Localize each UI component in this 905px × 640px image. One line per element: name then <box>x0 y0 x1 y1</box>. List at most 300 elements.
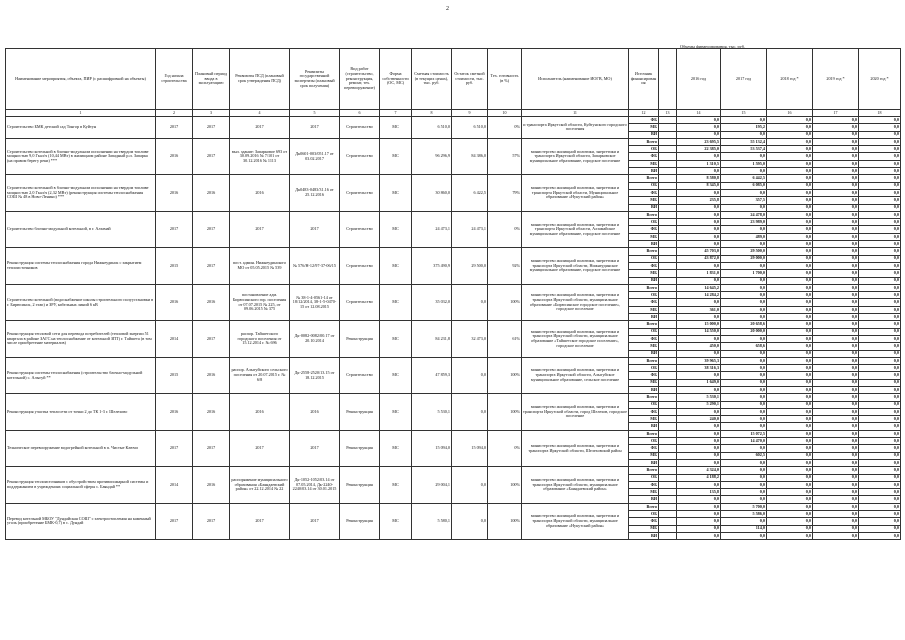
funding-amount-cell: 0,0 <box>813 408 859 415</box>
funding-amount-cell: 0,0 <box>721 423 767 430</box>
blank-cell <box>659 226 677 233</box>
column-number: 8 <box>412 110 452 117</box>
work-type-cell: Реконструкция <box>340 503 380 539</box>
funding-amount-cell: 0,0 <box>859 292 901 299</box>
funding-source-cell: ФБ <box>629 335 659 342</box>
funding-amount-cell: 0,0 <box>767 467 813 474</box>
funding-amount-cell: 0,0 <box>677 518 721 525</box>
cost-balance-cell: 32 473,0 <box>452 321 488 357</box>
funding-source-cell: Всего <box>629 211 659 218</box>
funding-amount-cell: 0,0 <box>721 445 767 452</box>
funding-amount-cell: 0,0 <box>859 124 901 131</box>
funding-amount-cell: 0,0 <box>767 314 813 321</box>
funding-amount-cell: 0,0 <box>767 197 813 204</box>
blank-cell <box>659 168 677 175</box>
funding-amount-cell: 0,0 <box>813 489 859 496</box>
start-year-cell: 2016 <box>156 284 193 320</box>
readiness-cell: 100% <box>488 394 522 430</box>
funding-source-cell: МБ <box>629 270 659 277</box>
funding-amount-cell: 114,0 <box>721 525 767 532</box>
funding-amount-cell: 0,0 <box>859 153 901 160</box>
funding-source-cell: МБ <box>629 489 659 496</box>
funding-amount-cell: 0,0 <box>813 357 859 364</box>
funding-source-cell: ОБ <box>629 219 659 226</box>
header-cell: 2019 год * <box>813 49 859 110</box>
funding-amount-cell: 135,8 <box>677 489 721 496</box>
expertise-cell: 2016 <box>290 394 340 430</box>
funding-amount-cell: 0,0 <box>767 168 813 175</box>
funding-amount-cell: 0,0 <box>859 189 901 196</box>
funding-source-cell: Всего <box>629 321 659 328</box>
ownership-cell: МС <box>380 430 412 466</box>
funding-amount-cell: 0,0 <box>721 408 767 415</box>
readiness-cell: 57% <box>488 138 522 174</box>
funding-amount-cell: 0,0 <box>859 219 901 226</box>
work-type-cell: Строительство <box>340 284 380 320</box>
header-cell: Тех. готовность (в %) <box>488 49 522 110</box>
commission-year-cell: 2016 <box>193 175 230 211</box>
funding-source-cell: ФБ <box>629 262 659 269</box>
estimated-cost-cell: 5 580,1 <box>412 503 452 539</box>
psd-cell: 2016 <box>230 175 290 211</box>
blank-cell <box>659 474 677 481</box>
project-name-cell: Строительство блочно-модульной котельной, в г. Алзамай <box>6 211 156 247</box>
blank-cell <box>659 328 677 335</box>
project-name-cell: Реконструкция системы теплоснабжения города Нижнеудинск с закрытием теплоисточников <box>6 248 156 284</box>
header-cell: Вид работ (строительство, реконструкция, ремонт, тех. перевооружение) <box>340 49 380 110</box>
project-name-cell: Перевод котельной МБОУ "Дундайская СОШ" с электроотопления на каменный уголь (приобретение БМК-0,7) в с. Дундай <box>6 503 156 539</box>
commission-year-cell: 2017 <box>193 117 230 139</box>
project-name-cell: Строительство котельной в блочно-модульном исполнении на твердом топливе мощностью 2,0 Гкал/ч (2,32 МВт) (реконструкция системы теплоснабжения СОШ № 48 в Ново-Ленино) *** <box>6 175 156 211</box>
funding-amount-cell: 0,0 <box>813 511 859 518</box>
funding-amount-cell: 0,0 <box>767 357 813 364</box>
funding-amount-cell: 0,0 <box>721 335 767 342</box>
estimated-cost-cell: 29 004,1 <box>412 467 452 503</box>
blank-cell <box>659 255 677 262</box>
table-row <box>6 175 901 182</box>
funding-amount-cell: 0,0 <box>767 438 813 445</box>
blank-cell <box>659 525 677 532</box>
funding-amount-cell: 0,0 <box>859 481 901 488</box>
ownership-cell: МС <box>380 284 412 320</box>
project-name-cell: Строительство котельной в блочно-модульном исполнении на твердом топливе мощностью 9,0 Гкал/ч (10,44 МВт) в жилищном районе Западный р.п. Запарка (на правом берегу реки) *** <box>6 138 156 174</box>
executor-cell: министерство жилищной политики, энергетики и транспорта Иркутской области, муниципальное образование «Тайшетское городское поселение», городское поселение <box>522 321 629 357</box>
funding-source-cell: ФБ <box>629 117 659 124</box>
funding-source-cell: ОБ <box>629 182 659 189</box>
funding-source-cell: ФБ <box>629 445 659 452</box>
blank-cell <box>659 270 677 277</box>
readiness-cell: 0% <box>488 430 522 466</box>
funding-amount-cell: 0,0 <box>859 467 901 474</box>
funding-amount-cell: 0,0 <box>859 270 901 277</box>
funding-source-cell: МБ <box>629 197 659 204</box>
readiness-cell: 100% <box>488 284 522 320</box>
column-number: 12 <box>629 110 659 117</box>
psd-cell: 2017 <box>230 503 290 539</box>
funding-amount-cell: 0,0 <box>859 226 901 233</box>
blank-cell <box>659 233 677 240</box>
funding-amount-cell: 0,0 <box>813 204 859 211</box>
executor-cell: министерство жилищной политики, энергетики и транспорта Иркутской области, Алыгуйское муниципальное образование, сельское поселение <box>522 357 629 393</box>
funding-source-cell: ВИ <box>629 496 659 503</box>
psd-cell: выл. здание: Запарковое 693 от 30.09.2016 № 7/101 от 30.12.2016 № 1113 <box>230 138 290 174</box>
blank-cell <box>659 386 677 393</box>
readiness-cell: 61% <box>488 321 522 357</box>
funding-amount-cell: 0,0 <box>813 160 859 167</box>
funding-source-cell: ФБ <box>629 299 659 306</box>
funding-amount-cell: 0,0 <box>859 204 901 211</box>
table-row <box>6 321 901 328</box>
funding-amount-cell: 0,0 <box>813 481 859 488</box>
funding-source-cell: ОБ <box>629 146 659 153</box>
funding-amount-cell: 0,0 <box>859 408 901 415</box>
column-number: 1 <box>6 110 156 117</box>
funding-amount-cell: 0,0 <box>721 168 767 175</box>
expertise-cell: Дк-0082-0082/00.17 от 20.10.2014 <box>290 321 340 357</box>
funding-source-cell: Всего <box>629 467 659 474</box>
funding-amount-cell: 0,0 <box>767 160 813 167</box>
funding-source-cell: ФБ <box>629 372 659 379</box>
funding-source-cell: ВИ <box>629 204 659 211</box>
funding-amount-cell: 0,0 <box>677 386 721 393</box>
funding-amount-cell: 0,0 <box>721 372 767 379</box>
funding-amount-cell: 0,0 <box>859 328 901 335</box>
header-cell: 2018 год * <box>767 49 813 110</box>
funding-amount-cell: 0,0 <box>813 321 859 328</box>
funding-amount-cell: 357,5 <box>721 197 767 204</box>
work-type-cell: Строительство <box>340 211 380 247</box>
project-name-cell: Строительство БМК детский сад Тонгор в Куйтун <box>6 117 156 139</box>
funding-source-cell: ОБ <box>629 511 659 518</box>
funding-source-cell: МБ <box>629 343 659 350</box>
funding-amount-cell: 43 872,0 <box>677 255 721 262</box>
funding-amount-cell: 0,0 <box>721 226 767 233</box>
funding-source-cell: МБ <box>629 525 659 532</box>
funding-amount-cell: 29 000,0 <box>721 255 767 262</box>
funding-amount-cell: 0,0 <box>813 153 859 160</box>
funding-amount-cell: 4 324,0 <box>677 467 721 474</box>
header-cell: Форма собственности (ОС, МС) <box>380 49 412 110</box>
funding-amount-cell: 14 645,2 <box>677 284 721 291</box>
cost-balance-cell: 6 422,5 <box>452 175 488 211</box>
blank-cell <box>659 321 677 328</box>
start-year-cell: 2016 <box>156 138 193 174</box>
header-cell: Остаток сметной стоимости, тыс. руб. <box>452 49 488 110</box>
blank-cell <box>659 481 677 488</box>
funding-amount-cell: 0,0 <box>813 124 859 131</box>
readiness-cell: 0% <box>488 117 522 139</box>
column-number: 6 <box>340 110 380 117</box>
funding-amount-cell: 0,0 <box>813 277 859 284</box>
funding-amount-cell: 0,0 <box>677 277 721 284</box>
funding-amount-cell: 15 000,0 <box>677 321 721 328</box>
funding-amount-cell: 0,0 <box>721 306 767 313</box>
funding-amount-cell: 0,0 <box>859 182 901 189</box>
psd-cell: распор. Тайшетского городского поселения от 15.12.2014 г. № 696 <box>230 321 290 357</box>
funding-amount-cell: 0,0 <box>767 335 813 342</box>
funding-amount-cell: 0,0 <box>859 459 901 466</box>
expertise-cell: Дк-2558-2520/13.15 от 18.12.2015 <box>290 357 340 393</box>
funding-amount-cell: 0,0 <box>767 401 813 408</box>
funding-amount-cell: 0,0 <box>813 146 859 153</box>
funding-amount-cell: 0,0 <box>677 241 721 248</box>
funding-amount-cell: 0,0 <box>677 131 721 138</box>
funding-amount-cell: 5 586,0 <box>721 511 767 518</box>
blank-cell <box>659 372 677 379</box>
funding-amount-cell: 0,0 <box>813 518 859 525</box>
funding-amount-cell: 0,0 <box>767 511 813 518</box>
psd-cell: 2017 <box>230 211 290 247</box>
funding-amount-cell: 0,0 <box>767 292 813 299</box>
funding-source-cell: ОБ <box>629 438 659 445</box>
funding-amount-cell: 0,0 <box>767 226 813 233</box>
funding-amount-cell: 0,0 <box>859 518 901 525</box>
funding-amount-cell: 450,0 <box>677 343 721 350</box>
blank-cell <box>659 292 677 299</box>
estimated-cost-cell: 375 490,9 <box>412 248 452 284</box>
ownership-cell: МС <box>380 321 412 357</box>
funding-amount-cell: 0,0 <box>813 219 859 226</box>
blank-cell <box>659 343 677 350</box>
funding-source-cell: ФБ <box>629 189 659 196</box>
funding-amount-cell: 0,0 <box>813 255 859 262</box>
funding-amount-cell: 0,0 <box>767 452 813 459</box>
funding-amount-cell: 0,0 <box>859 321 901 328</box>
commission-year-cell: 2017 <box>193 138 230 174</box>
readiness-cell: 100% <box>488 357 522 393</box>
funding-amount-cell: 0,0 <box>767 182 813 189</box>
table-row <box>6 117 901 124</box>
funding-source-cell: Всего <box>629 394 659 401</box>
funding-amount-cell: 0,0 <box>813 270 859 277</box>
funding-amount-cell: 0,0 <box>813 496 859 503</box>
work-type-cell: Реконструкция <box>340 394 380 430</box>
funding-amount-cell: 0,0 <box>767 138 813 145</box>
funding-amount-cell: 0,0 <box>859 284 901 291</box>
blank-cell <box>659 401 677 408</box>
funding-amount-cell: 23 695,5 <box>677 138 721 145</box>
funding-amount-cell: 0,0 <box>721 401 767 408</box>
funding-amount-cell: 0,0 <box>767 175 813 182</box>
funding-amount-cell: 0,0 <box>677 430 721 437</box>
cost-balance-cell: 24 473,1 <box>452 211 488 247</box>
funding-amount-cell: 0,0 <box>721 241 767 248</box>
funding-amount-cell: 0,0 <box>813 306 859 313</box>
funding-amount-cell: 0,0 <box>721 314 767 321</box>
ownership-cell: МС <box>380 394 412 430</box>
funding-amount-cell: 0,0 <box>677 153 721 160</box>
psd-cell: распоряжение муниципального образования «Баяндаевский район» от 22.12.2014 № 22 <box>230 467 290 503</box>
funding-amount-cell: 0,0 <box>813 350 859 357</box>
psd-cell: пост. админ. Нижнеудинского МО от 05.05.2015 № 539 <box>230 248 290 284</box>
commission-year-cell: 2016 <box>193 394 230 430</box>
blank-cell <box>659 314 677 321</box>
funding-amount-cell: 0,0 <box>767 255 813 262</box>
funding-amount-cell: 8 345,0 <box>677 182 721 189</box>
blank-cell <box>659 299 677 306</box>
work-type-cell: Строительство <box>340 357 380 393</box>
blank-cell <box>659 489 677 496</box>
ownership-cell: МС <box>380 357 412 393</box>
funding-amount-cell: 0,0 <box>813 226 859 233</box>
commission-year-cell: 2016 <box>193 467 230 503</box>
funding-source-cell: ВИ <box>629 131 659 138</box>
funding-amount-cell: 0,0 <box>721 496 767 503</box>
funding-amount-cell: 6 085,0 <box>721 182 767 189</box>
funding-source-cell: Всего <box>629 357 659 364</box>
ownership-cell: МС <box>380 467 412 503</box>
expertise-cell: № 576/Н-12/97-37-06/15 <box>290 248 340 284</box>
funding-amount-cell: 0,0 <box>813 525 859 532</box>
blank-cell <box>659 379 677 386</box>
funding-amount-cell: 0,0 <box>767 474 813 481</box>
funding-amount-cell: 0,0 <box>677 445 721 452</box>
blank-cell <box>659 416 677 423</box>
cost-balance-cell: 15 094,0 <box>452 430 488 466</box>
funding-amount-cell: 8 580,8 <box>677 175 721 182</box>
column-number: 16 <box>767 110 813 117</box>
executor-cell: министерство жилищной политики, энергетики и транспорта Иркутской области, Алзамайское муниципальное образование, городское поселение <box>522 211 629 247</box>
blank-cell <box>659 496 677 503</box>
commission-year-cell: 2016 <box>193 357 230 393</box>
funding-amount-cell: 0,0 <box>813 416 859 423</box>
work-type-cell: Строительство <box>340 248 380 284</box>
funding-amount-cell: 0,0 <box>677 372 721 379</box>
funding-source-cell: ВИ <box>629 459 659 466</box>
funding-amount-cell: 0,0 <box>813 138 859 145</box>
funding-amount-cell: 0,0 <box>721 189 767 196</box>
funding-amount-cell: 0,0 <box>677 211 721 218</box>
funding-amount-cell: 0,0 <box>767 350 813 357</box>
header-cell: 2020 год * <box>859 49 901 110</box>
funding-amount-cell: 0,0 <box>767 262 813 269</box>
psd-cell: постановление адм. Бирюсинского гор. поселения от 07.07.2015 № 225, от 09.06.2015 № 375 <box>230 284 290 320</box>
funding-amount-cell: 0,0 <box>859 306 901 313</box>
commission-year-cell: 2017 <box>193 211 230 247</box>
funding-amount-cell: 5 530,1 <box>677 394 721 401</box>
funding-amount-cell: 0,0 <box>859 131 901 138</box>
project-name-cell: Строительство котельной (водоснабжение школы строительного полуустановки в г. Бирюсинск, 2 этап) и ЗРУ, кабельных линий 6 кВ <box>6 284 156 320</box>
funding-source-cell: ОБ <box>629 328 659 335</box>
funding-source-cell: ФБ <box>629 408 659 415</box>
funding-amount-cell: 0,0 <box>813 474 859 481</box>
funding-amount-cell: 0,0 <box>767 365 813 372</box>
funding-amount-cell: 0,0 <box>859 262 901 269</box>
funding-amount-cell: 0,0 <box>767 489 813 496</box>
funding-amount-cell: 0,0 <box>859 379 901 386</box>
funding-source-cell: Всего <box>629 284 659 291</box>
funding-source-cell: Всего <box>629 175 659 182</box>
funding-amount-cell: 235,8 <box>677 197 721 204</box>
estimated-cost-cell: 84 231,8 <box>412 321 452 357</box>
funding-amount-cell: 0,0 <box>721 204 767 211</box>
header-cell: Реквизиты государственной экспертизы (плановый срок получения) <box>290 49 340 110</box>
blank-cell <box>659 262 677 269</box>
funding-amount-cell: 0,0 <box>859 445 901 452</box>
funding-amount-cell: 0,0 <box>859 241 901 248</box>
funding-source-cell: Всего <box>629 138 659 145</box>
funding-amount-cell: 0,0 <box>767 496 813 503</box>
funding-amount-cell: 0,0 <box>767 117 813 124</box>
funding-amount-cell: 0,0 <box>677 532 721 539</box>
readiness-cell: 100% <box>488 503 522 539</box>
blank-cell <box>659 204 677 211</box>
executor-cell: и транспорта Иркутской области, Куйтунского городского поселения <box>522 117 629 139</box>
funding-amount-cell: 0,0 <box>721 379 767 386</box>
funding-source-cell: ФБ <box>629 481 659 488</box>
ownership-cell: МС <box>380 138 412 174</box>
funding-amount-cell: 0,0 <box>721 262 767 269</box>
funding-amount-cell: 0,0 <box>767 211 813 218</box>
funding-amount-cell: 0,0 <box>813 335 859 342</box>
blank-cell <box>659 117 677 124</box>
funding-amount-cell: 0,0 <box>767 270 813 277</box>
funding-amount-cell: 0,0 <box>813 189 859 196</box>
expertise-cell: 2017 <box>290 430 340 466</box>
funding-amount-cell: 14 284,2 <box>677 292 721 299</box>
funding-amount-cell: 0,0 <box>859 314 901 321</box>
readiness-cell: 92% <box>488 248 522 284</box>
blank-cell <box>659 153 677 160</box>
funding-amount-cell: 0,0 <box>813 438 859 445</box>
funding-amount-cell: 0,0 <box>767 518 813 525</box>
page-number: 2 <box>446 6 449 12</box>
funding-amount-cell: 0,0 <box>721 481 767 488</box>
funding-amount-cell: 0,0 <box>813 262 859 269</box>
start-year-cell: 2017 <box>156 211 193 247</box>
blank-cell <box>659 430 677 437</box>
funding-amount-cell: 0,0 <box>767 394 813 401</box>
funding-amount-cell: 0,0 <box>767 153 813 160</box>
funding-amount-cell: 39 965,3 <box>677 357 721 364</box>
funding-amount-cell: 0,0 <box>813 314 859 321</box>
funding-source-cell: Всего <box>629 503 659 510</box>
funding-amount-cell: 0,0 <box>859 474 901 481</box>
funding-amount-cell: 0,0 <box>767 379 813 386</box>
funding-amount-cell: 0,0 <box>721 474 767 481</box>
funding-amount-cell: 22 385,0 <box>677 146 721 153</box>
funding-amount-cell: 0,0 <box>767 423 813 430</box>
funding-amount-cell: 0,0 <box>813 467 859 474</box>
blank-cell <box>659 146 677 153</box>
funding-amount-cell: 0,0 <box>813 423 859 430</box>
ownership-cell: МС <box>380 211 412 247</box>
funding-amount-cell: 658,6 <box>721 343 767 350</box>
table-header-row <box>6 49 901 110</box>
expertise-cell: Дк-1052-1052/03.14 от 07.05.2014, Дк-2240-2240/03.14 от 30.01.2015 <box>290 467 340 503</box>
funding-amount-cell: 0,0 <box>721 284 767 291</box>
funding-amount-cell: 0,0 <box>859 197 901 204</box>
funding-amount-cell: 0,0 <box>677 314 721 321</box>
funding-amount-cell: 0,0 <box>721 357 767 364</box>
funding-amount-cell: 0,0 <box>767 386 813 393</box>
executor-cell: министерство жилищной политики, энергетики и транспорта Иркутской области, Нижнеудинское муниципальное образование, городское поселение <box>522 248 629 284</box>
funding-amount-cell: 0,0 <box>859 168 901 175</box>
funding-amount-cell: 0,0 <box>677 350 721 357</box>
funding-amount-cell: 0,0 <box>813 117 859 124</box>
funding-amount-cell: 0,0 <box>767 248 813 255</box>
funding-source-cell: МБ <box>629 233 659 240</box>
column-number: 9 <box>452 110 488 117</box>
funding-amount-cell: 5 290,1 <box>677 401 721 408</box>
program-table <box>5 48 901 540</box>
ownership-cell: МС <box>380 117 412 139</box>
funding-amount-cell: 0,0 <box>767 299 813 306</box>
blank-cell <box>659 452 677 459</box>
funding-amount-cell: 0,0 <box>859 496 901 503</box>
table-row <box>6 503 901 510</box>
column-number: 14 <box>677 110 721 117</box>
